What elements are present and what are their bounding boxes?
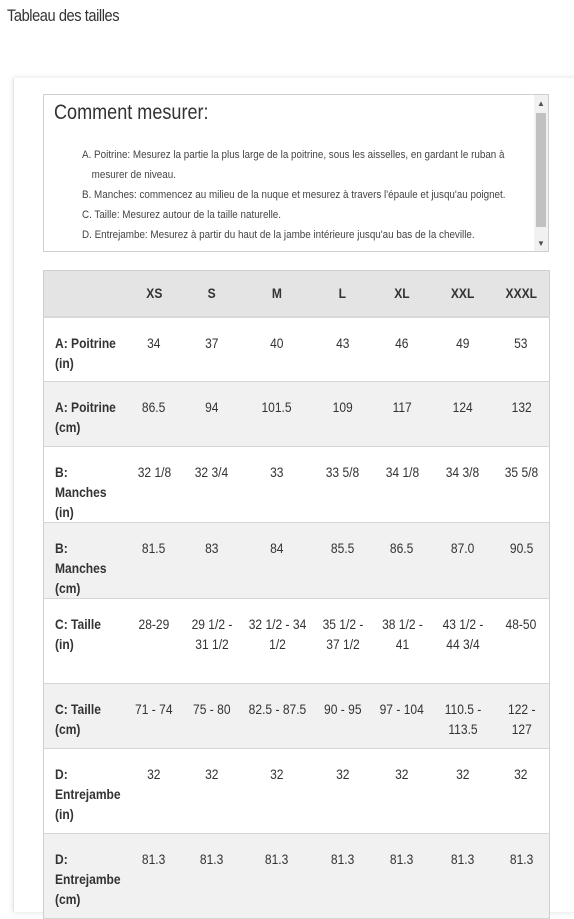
table-row <box>44 382 550 447</box>
row-label: B: Manches (cm) <box>55 540 107 596</box>
table-cell: 75 - 80 <box>192 701 231 717</box>
table-cell: 32 <box>270 766 284 782</box>
table-cell: 97 - 104 <box>379 701 425 717</box>
table-cell: 124 <box>452 399 473 415</box>
table-cell: 32 1/8 <box>137 464 171 480</box>
table-cell: 86.5 <box>142 399 166 415</box>
table-cell: 90.5 <box>509 540 533 556</box>
table-cell: 87.0 <box>450 540 475 556</box>
table-cell: 37 <box>204 334 219 351</box>
table-cell: 81.3 <box>265 851 289 867</box>
table-cell: 40 <box>270 334 284 351</box>
measure-instruction-sleeves <box>82 185 533 205</box>
measure-instruction-inseam <box>82 225 533 245</box>
table-cell: 82.5 - 87.5 <box>248 701 306 717</box>
size-table <box>43 270 550 919</box>
column-header-l: L <box>338 285 347 302</box>
table-row <box>44 447 550 523</box>
row-label: D: Entrejambe (in) <box>55 766 121 822</box>
row-label: B: Manches (in) <box>55 464 107 520</box>
table-cell: 33 <box>270 464 284 480</box>
table-cell: 94 <box>204 399 219 415</box>
row-label: A: Poitrine (cm) <box>55 399 116 435</box>
table-cell: 81.3 <box>330 851 355 867</box>
table-cell: 81.3 <box>390 851 414 867</box>
table-cell: 110.5 - 113.5 <box>444 701 481 737</box>
table-cell: 49 <box>455 334 470 351</box>
table-cell: 53 <box>514 334 528 351</box>
table-row <box>44 749 550 834</box>
scrollbar-thumb[interactable] <box>536 113 546 227</box>
table-cell: 35 1/2 - 37 1/2 <box>322 616 363 652</box>
table-cell: 85.5 <box>330 540 355 556</box>
table-cell: 109 <box>332 399 353 415</box>
measure-instruction-text: B. Manches: commencez au milieu de la nuque et mesurez à travers l'épaule et jusqu'au poignet. <box>82 189 506 201</box>
table-row <box>44 684 550 749</box>
table-cell: 43 1/2 - 44 3/4 <box>442 616 483 652</box>
table-cell: 33 5/8 <box>325 464 360 480</box>
table-cell: 43 <box>335 334 350 351</box>
table-cell: 28-29 <box>138 616 170 632</box>
table-cell: 84 <box>270 540 284 556</box>
table-cell: 38 1/2 - 41 <box>381 616 423 652</box>
table-cell: 117 <box>392 399 412 415</box>
table-cell: 71 - 74 <box>135 701 173 717</box>
column-header-xs: XS <box>145 285 163 302</box>
table-row <box>44 523 550 599</box>
row-label: C: Taille (cm) <box>55 701 101 737</box>
column-header-xxxl: XXXL <box>505 285 537 302</box>
scroll-down-arrow-icon[interactable]: ▼ <box>537 238 545 248</box>
table-cell: 34 3/8 <box>445 464 480 480</box>
table-cell: 48-50 <box>505 616 537 632</box>
column-header-empty <box>44 271 127 317</box>
table-cell: 81.3 <box>199 851 224 867</box>
table-cell: 32 <box>395 766 409 782</box>
how-to-measure-heading: Comment mesurer: <box>54 101 209 124</box>
table-cell: 81.3 <box>509 851 533 867</box>
page-title: Tableau des tailles <box>7 6 120 25</box>
table-row <box>44 599 550 684</box>
table-cell: 32 <box>514 766 528 782</box>
column-header-xxl: XXL <box>450 285 475 302</box>
table-cell: 32 <box>147 766 161 782</box>
table-cell: 32 <box>204 766 219 782</box>
table-header-row <box>44 271 550 317</box>
table-cell: 32 1/2 - 34 1/2 <box>248 616 306 652</box>
table-cell: 81.3 <box>450 851 475 867</box>
table-cell: 86.5 <box>390 540 414 556</box>
table-cell: 34 1/8 <box>385 464 419 480</box>
table-cell: 32 3/4 <box>194 464 229 480</box>
table-row <box>44 834 550 919</box>
scroll-up-arrow-icon[interactable]: ▲ <box>537 98 545 108</box>
table-cell: 122 - 127 <box>507 701 535 737</box>
table-cell: 81.3 <box>142 851 166 867</box>
table-cell: 34 <box>147 334 161 351</box>
column-header-m: M <box>271 285 283 302</box>
table-cell: 101.5 <box>261 399 293 415</box>
table-row <box>44 317 550 382</box>
row-label: D: Entrejambe (cm) <box>55 851 121 907</box>
measure-instruction-chest <box>82 145 533 185</box>
table-cell: 35 5/8 <box>504 464 538 480</box>
table-cell: 132 <box>511 399 532 415</box>
table-cell: 32 <box>335 766 350 782</box>
scrollbar[interactable] <box>534 95 548 251</box>
measure-instruction-text: D. Entrejambe: Mesurez à partir du haut de la jambe intérieure jusqu'au bas de la cheville. <box>82 229 475 241</box>
table-cell: 46 <box>395 334 409 351</box>
measure-instruction-waist <box>82 205 533 225</box>
measure-instruction-text: C. Taille: Mesurez autour de la taille naturelle. <box>82 209 282 221</box>
table-cell: 81.5 <box>142 540 166 556</box>
row-label: C: Taille (in) <box>55 616 101 652</box>
measure-instruction-text-cont: mesurer de niveau. <box>91 169 176 181</box>
column-header-xl: XL <box>394 285 410 302</box>
table-cell: 29 1/2 - 31 1/2 <box>191 616 232 652</box>
table-cell: 90 - 95 <box>323 701 362 717</box>
how-to-measure-box[interactable] <box>43 94 549 252</box>
measure-instructions-list <box>82 145 552 245</box>
table-cell: 83 <box>204 540 219 556</box>
row-label: A: Poitrine (in) <box>55 334 116 371</box>
column-header-s: S <box>207 285 216 302</box>
table-cell: 32 <box>455 766 470 782</box>
measure-instruction-text: A. Poitrine: Mesurez la partie la plus large de la poitrine, sous les aisselles, en gardant le ruban à <box>82 149 505 161</box>
size-chart-panel <box>13 78 574 912</box>
